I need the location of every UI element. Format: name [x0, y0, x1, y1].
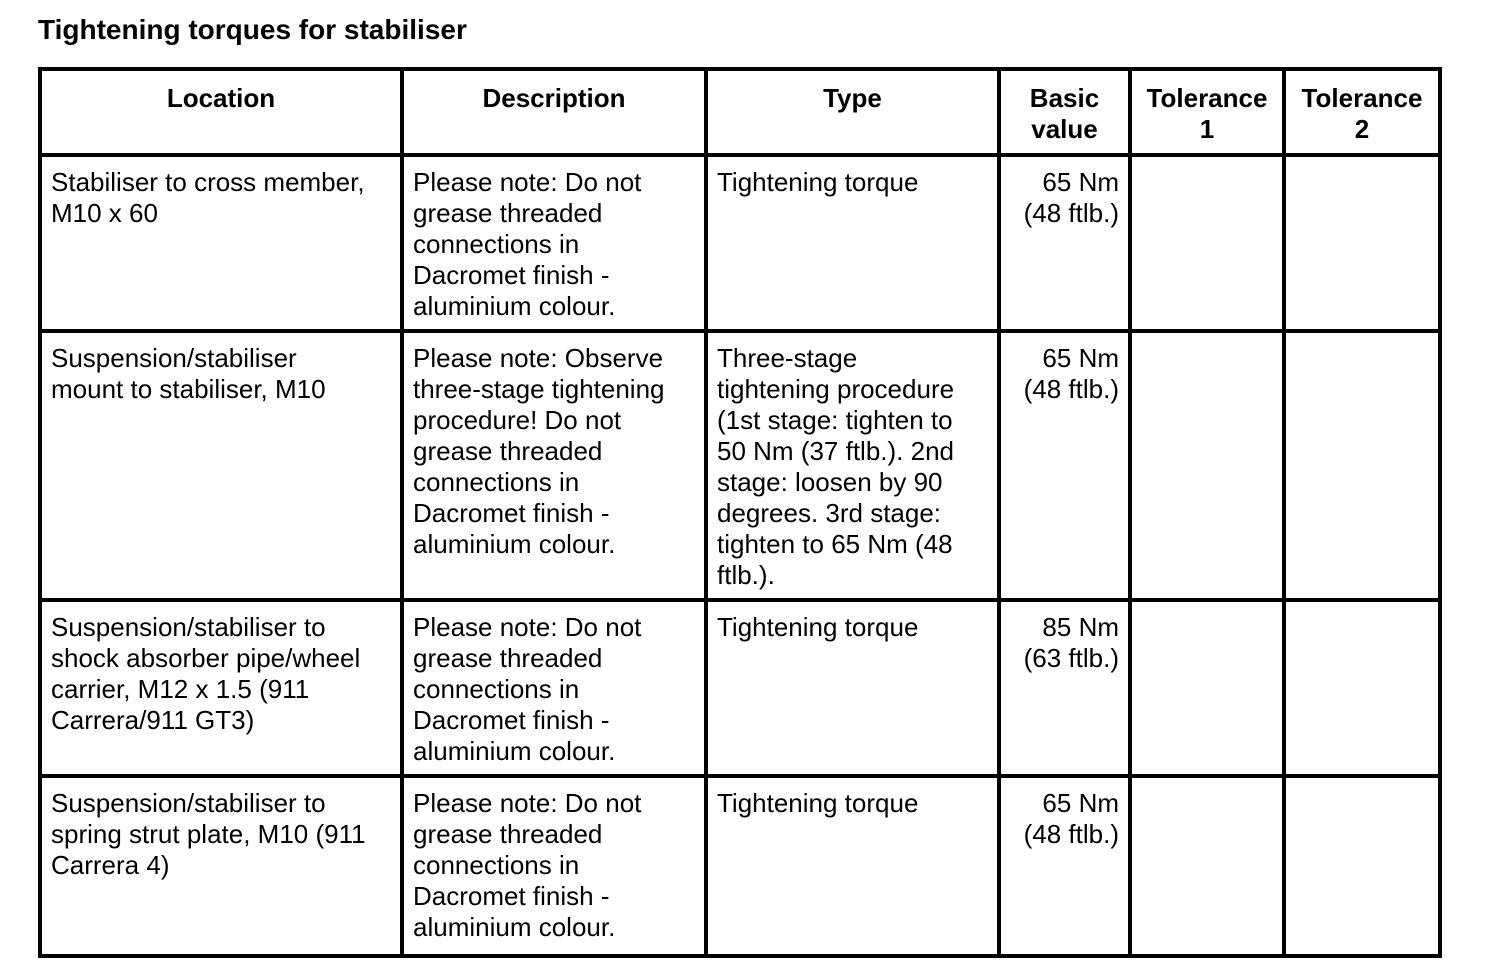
type-cell [708, 778, 1001, 954]
basic-value-line: 65 Nm [1042, 788, 1119, 818]
description-line: three-stage tightening [413, 374, 665, 404]
header-tolerance-1-line: Tolerance [1146, 83, 1268, 113]
header-tolerance-2 [1286, 71, 1438, 157]
description-line: connections in [413, 229, 580, 259]
basic-value-line: (48 ftlb.) [1023, 819, 1119, 849]
header-description [404, 71, 708, 157]
type-line: tighten to 65 Nm (48 [717, 529, 953, 559]
location-line: Suspension/stabiliser to [51, 612, 326, 642]
description-cell [404, 778, 708, 954]
description-line: grease threaded [413, 436, 603, 466]
description-line: aluminium colour. [413, 291, 616, 321]
header-type-text: Type [823, 83, 882, 113]
location-line: Carrera/911 GT3) [51, 705, 255, 735]
basic-value-line: 65 Nm [1042, 343, 1119, 373]
description-line: grease threaded [413, 819, 603, 849]
description-line: procedure! Do not [413, 405, 622, 435]
description-line: Dacromet finish - [413, 705, 610, 735]
basic-value-line: (63 ftlb.) [1023, 643, 1119, 673]
location-line: Suspension/stabiliser to [51, 788, 326, 818]
tolerance-1-cell [1132, 602, 1286, 778]
tolerance-1-cell [1132, 333, 1286, 602]
header-tolerance-1 [1132, 71, 1286, 157]
location-line: spring strut plate, M10 (911 [51, 819, 366, 849]
torque-table [38, 67, 1442, 958]
table-row [42, 333, 1438, 602]
description-line: Please note: Do not [413, 788, 642, 818]
type-line: 50 Nm (37 ftlb.). 2nd [717, 436, 954, 466]
type-line: Three-stage [717, 343, 858, 373]
header-tolerance-1-line: 1 [1199, 114, 1215, 144]
location-line: Suspension/stabiliser [51, 343, 297, 373]
description-line: Dacromet finish - [413, 260, 610, 290]
basic-value-line: 85 Nm [1042, 612, 1119, 642]
type-cell [708, 157, 1001, 333]
description-cell [404, 602, 708, 778]
type-cell [708, 602, 1001, 778]
header-location [42, 71, 404, 157]
basic-value-line: 65 Nm [1042, 167, 1119, 197]
location-cell [42, 157, 404, 333]
location-cell [42, 778, 404, 954]
location-line: shock absorber pipe/wheel [51, 643, 361, 673]
description-line: grease threaded [413, 198, 603, 228]
header-tolerance-2-line: 2 [1354, 114, 1370, 144]
basic-value-cell [1001, 157, 1132, 333]
type-cell [708, 333, 1001, 602]
location-cell [42, 602, 404, 778]
basic-value-line: (48 ftlb.) [1023, 198, 1119, 228]
type-line: Tightening torque [717, 788, 919, 818]
basic-value-cell [1001, 602, 1132, 778]
location-line: Carrera 4) [51, 850, 170, 880]
type-line: tightening procedure [717, 374, 955, 404]
location-line: Stabiliser to cross member, [51, 167, 365, 197]
type-line: Tightening torque [717, 612, 919, 642]
location-cell [42, 333, 404, 602]
table-row [42, 157, 1438, 333]
tolerance-2-cell [1286, 157, 1438, 333]
header-basic-value-line: value [1031, 114, 1098, 144]
basic-value-line: (48 ftlb.) [1023, 374, 1119, 404]
description-line: connections in [413, 467, 580, 497]
basic-value-cell [1001, 778, 1132, 954]
description-line: Please note: Do not [413, 612, 642, 642]
basic-value-cell [1001, 333, 1132, 602]
description-line: Please note: Observe [413, 343, 664, 373]
header-type [708, 71, 1001, 157]
tolerance-1-cell [1132, 157, 1286, 333]
type-line: stage: loosen by 90 [717, 467, 943, 497]
description-line: Please note: Do not [413, 167, 642, 197]
description-cell [404, 157, 708, 333]
type-line: ftlb.). [717, 560, 775, 590]
header-basic-value-line: Basic [1029, 83, 1100, 113]
header-description-text: Description [482, 83, 626, 113]
header-row [42, 71, 1438, 157]
header-location-text: Location [166, 83, 276, 113]
location-line: carrier, M12 x 1.5 (911 [51, 674, 310, 704]
type-line: (1st stage: tighten to [717, 405, 953, 435]
tolerance-2-cell [1286, 333, 1438, 602]
description-cell [404, 333, 708, 602]
tolerance-2-cell [1286, 602, 1438, 778]
table-row [42, 602, 1438, 778]
location-line: mount to stabiliser, M10 [51, 374, 326, 404]
location-line: M10 x 60 [51, 198, 158, 228]
description-line: connections in [413, 674, 580, 704]
tolerance-1-cell [1132, 778, 1286, 954]
description-line: connections in [413, 850, 580, 880]
description-line: aluminium colour. [413, 736, 616, 766]
tolerance-2-cell [1286, 778, 1438, 954]
page-title: Tightening torques for stabiliser [38, 14, 467, 45]
description-line: aluminium colour. [413, 529, 616, 559]
type-line: Tightening torque [717, 167, 919, 197]
description-line: Dacromet finish - [413, 498, 610, 528]
header-tolerance-2-line: Tolerance [1301, 83, 1423, 113]
description-line: aluminium colour. [413, 912, 616, 942]
table-row [42, 778, 1438, 954]
description-line: grease threaded [413, 643, 603, 673]
description-line: Dacromet finish - [413, 881, 610, 911]
type-line: degrees. 3rd stage: [717, 498, 942, 528]
header-basic-value [1001, 71, 1132, 157]
